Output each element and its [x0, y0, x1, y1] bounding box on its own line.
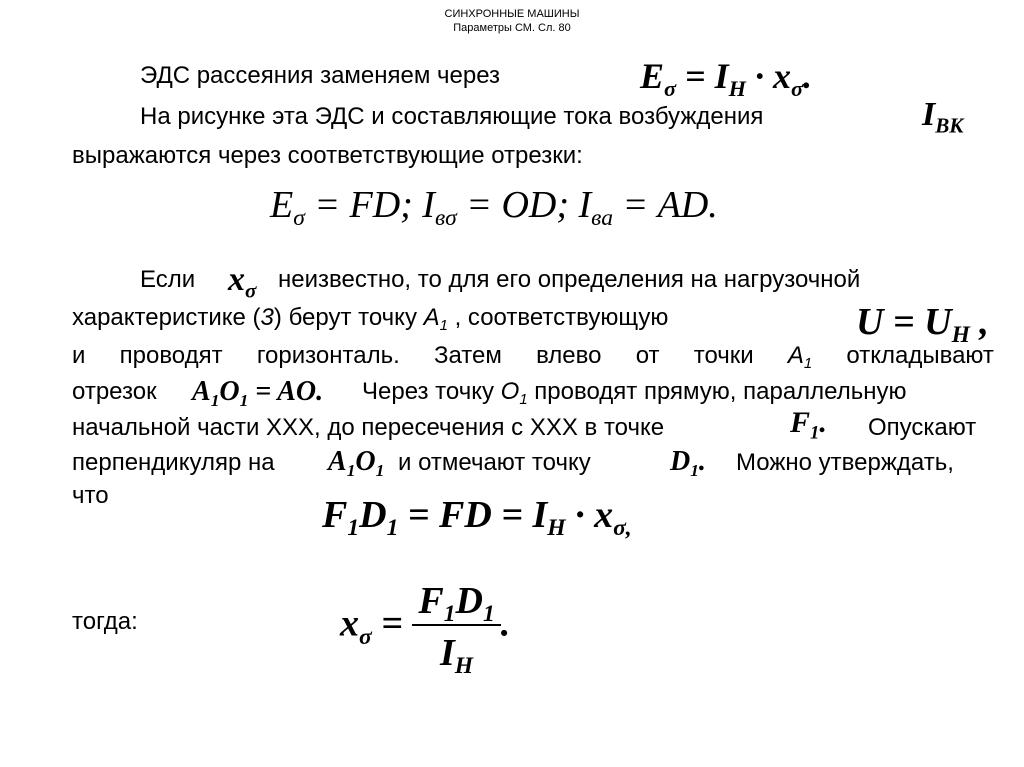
formula-x-sigma-result: $x_\sigma$ = $\frac{F_1D_1}{I_Н}$ .: [340, 580, 511, 680]
paragraph-line-3: выражаются через соответствующие отрезки:: [72, 142, 583, 169]
paragraph-line-6: и проводят горизонталь. Затем влево от точки $A_1$ откладывают: [72, 342, 994, 373]
formula-emf-scattering: $E_\sigma = I_Н \cdot x_\sigma$.: [640, 56, 812, 101]
formula-d1: $D_1$.: [670, 446, 706, 481]
formula-excitation-current: $I_{ВК}$: [922, 96, 964, 138]
paragraph-line-9c: Можно утверждать,: [736, 449, 954, 476]
paragraph-line-7a: отрезок: [72, 378, 157, 405]
slide-subtitle: Параметры СМ. Сл. 80: [453, 22, 571, 34]
paragraph-line-10: что: [72, 482, 109, 509]
formula-f1d1: $F_1D_1$ = FD = $I_Н \cdot x_{\sigma,}$: [322, 494, 632, 542]
paragraph-line-1: ЭДС рассеяния заменяем через: [140, 62, 501, 89]
paragraph-line-4a: Если: [140, 266, 196, 293]
paragraph-line-8b: Опускают: [868, 414, 977, 441]
slide-title: СИНХРОННЫЕ МАШИНЫ: [444, 8, 580, 20]
formula-a1o1-perpendicular: $A_1O_1$: [328, 446, 385, 481]
formula-f1: $F_1$.: [790, 406, 827, 444]
paragraph-line-2: На рисунке эта ЭДС и составляющие тока возбуждения: [140, 103, 764, 130]
formula-segments: $E_\sigma$ = FD; $I_{в\sigma}$ = OD; $I_{ва}$ = AD.: [270, 184, 718, 232]
formula-a1o1: $A_1O_1$ = AO.: [192, 376, 324, 411]
formula-x-sigma: $x_\sigma$: [228, 261, 257, 303]
paragraph-line-8a: начальной части ХХХ, до пересечения с ХХХ в точке: [72, 414, 665, 441]
paragraph-line-9a: перпендикуляр на: [72, 449, 275, 476]
paragraph-line-5: характеристике (3) берут точку $A_1$ , соответствующую: [72, 304, 669, 335]
paragraph-line-11: тогда:: [72, 608, 138, 635]
fraction-numerator: $F_1D_1$: [418, 580, 495, 628]
paragraph-line-9b: и отмечают точку: [398, 449, 591, 476]
paragraph-line-7b: Через точку $O_1$ проводят прямую, параллельную: [362, 378, 907, 409]
fraction-denominator: $I_Н$: [412, 624, 500, 672]
formula-u-nominal: $U = U_Н$ ,: [856, 301, 989, 349]
paragraph-line-4b: неизвестно, то для его определения на нагрузочной: [278, 266, 861, 293]
